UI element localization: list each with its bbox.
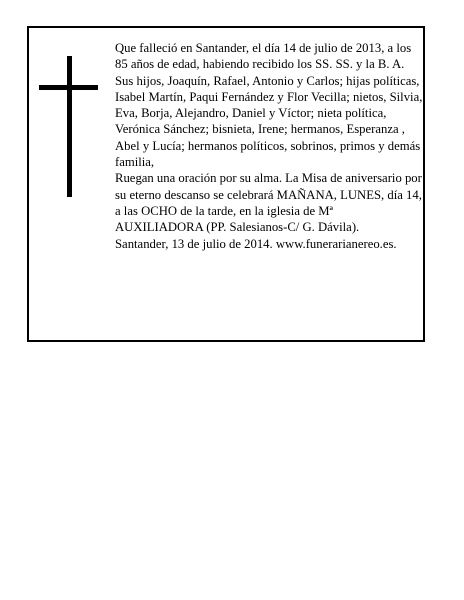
obituary-notice bbox=[27, 26, 425, 342]
cross-vertical-bar bbox=[67, 56, 72, 197]
notice-paragraph-signature: Santander, 13 de julio de 2014. www.funerarianereo.es. bbox=[115, 236, 397, 251]
notice-text bbox=[115, 40, 423, 252]
notice-paragraph-family: Sus hijos, Joaquín, Rafael, Antonio y Carlos; hijas políticas, Isabel Martín, Paqui Fernández y Flor Vecilla; nietos, Silvia, Eva, Borja, Alejandro, Daniel y Víctor; nieta política, Verónica Sánchez; bisnieta, Irene; hermanos, Esperanza , Abel y Lucía; hermanos políticos, sobrinos, primos y demás familia, bbox=[115, 73, 423, 170]
cross-horizontal-bar bbox=[39, 85, 98, 90]
notice-paragraph-mass: Ruegan una oración por su alma. La Misa de aniversario por su eterno descanso se celebrará MAÑANA, LUNES, día 14, a las OCHO de la tarde, en la iglesia de Mª AUXILIADORA (PP. Salesianos-C/ G. Dávila). bbox=[115, 171, 422, 235]
notice-paragraph-death: Que falleció en Santander, el día 14 de julio de 2013, a los 85 años de edad, habiendo recibido los SS. SS. y la B. A. bbox=[115, 41, 412, 72]
